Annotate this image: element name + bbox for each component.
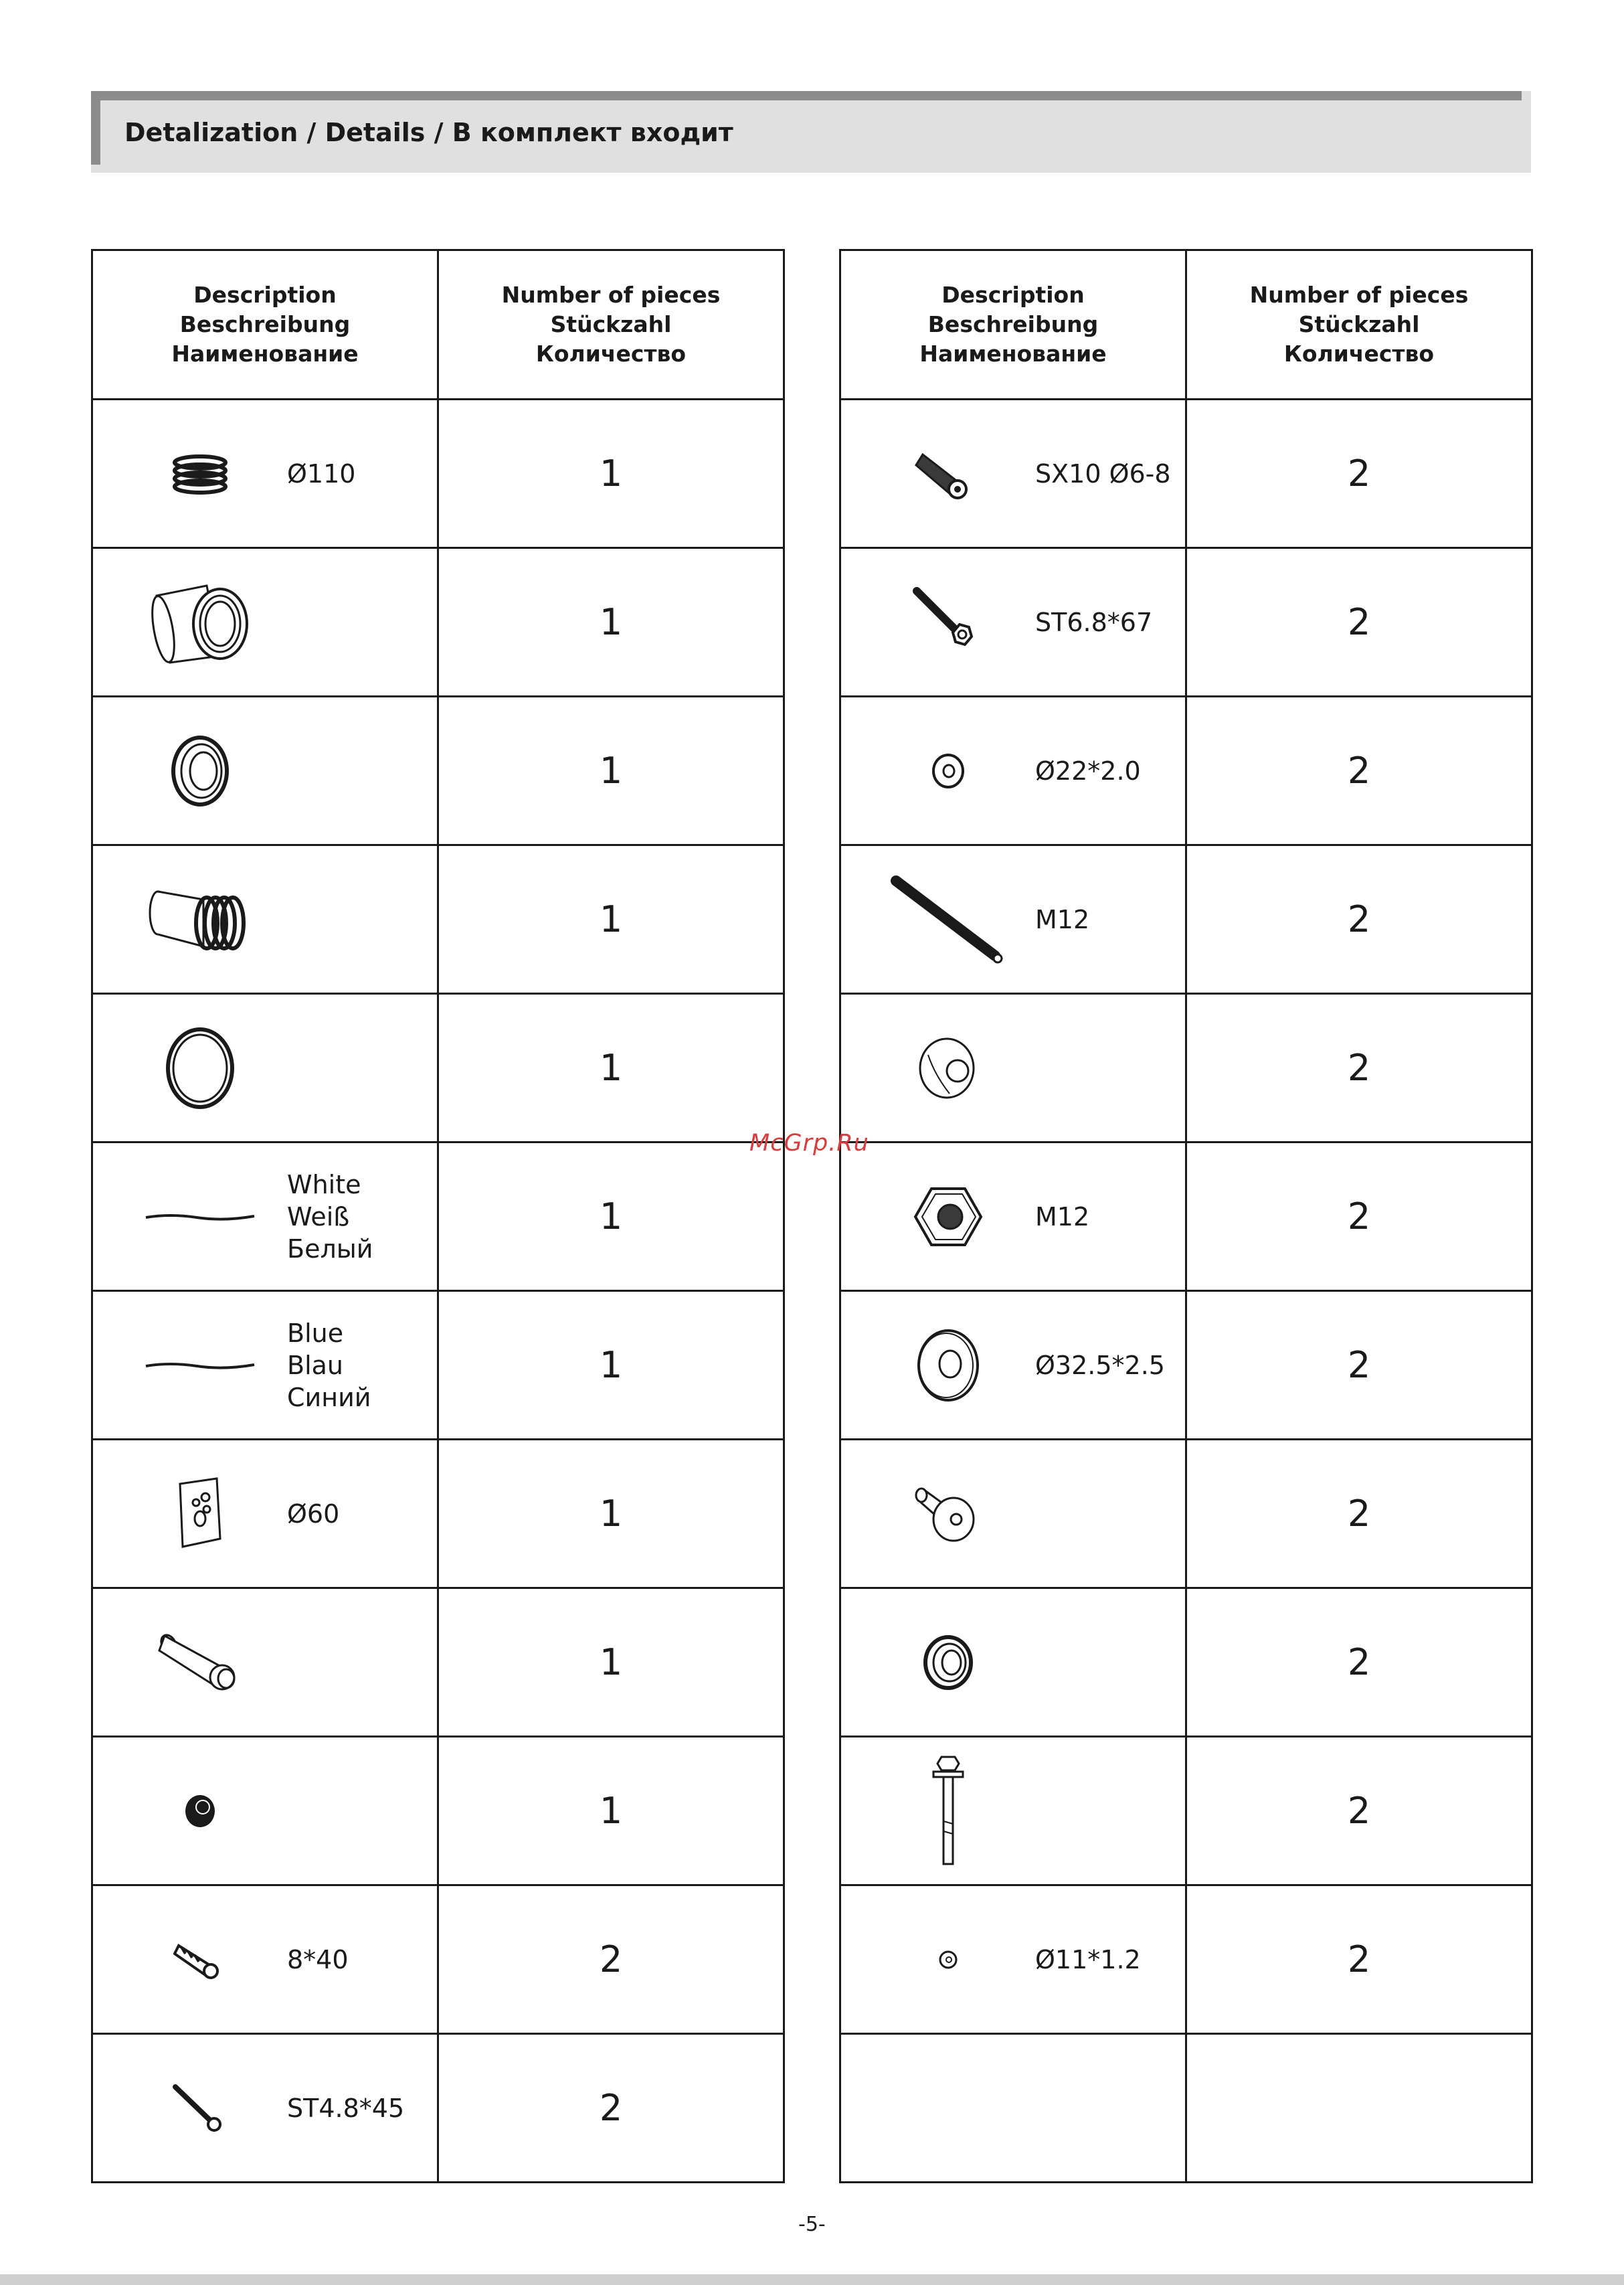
- table-row: [92, 697, 784, 845]
- table-row: [840, 1291, 1532, 1440]
- part-spec: Ø110: [287, 458, 356, 489]
- description-column-header: Description Beschreibung Наименование: [840, 250, 1186, 400]
- quantity-cell: 2: [1186, 1885, 1532, 2034]
- page-number: -5-: [798, 2213, 826, 2236]
- table-row: [92, 1885, 784, 2034]
- table-row: [840, 697, 1532, 845]
- quantity-cell: 2: [438, 1885, 784, 2034]
- quantity-cell: 1: [438, 400, 784, 548]
- parts-table-right: [839, 249, 1533, 2183]
- header-left-rule: [91, 91, 100, 165]
- description-cell: [840, 2034, 1186, 2183]
- threaded-rod-icon: [868, 846, 1028, 993]
- mounting-plate-icon: [120, 1440, 280, 1587]
- flush-pipe-sleeve-icon: [120, 549, 280, 695]
- description-cell: [92, 1588, 438, 1737]
- table-row: [840, 1737, 1532, 1885]
- rubber-washer-icon: [868, 1589, 1028, 1736]
- part-spec: ST4.8*45: [287, 2093, 405, 2123]
- quantity-cell: 2: [1186, 1440, 1532, 1588]
- description-cell: [840, 1737, 1186, 1885]
- quantity-cell: 1: [438, 1291, 784, 1440]
- quantity-cell: 1: [438, 548, 784, 697]
- page-title: Detalization / Details / В комплект входит: [124, 118, 733, 147]
- rubber-gasket-icon: [120, 697, 280, 844]
- description-cell: [840, 845, 1186, 994]
- table-row: [92, 1142, 784, 1291]
- tube-connector-icon: [120, 1589, 280, 1736]
- part-spec: 8*40: [287, 1944, 349, 1974]
- quantity-column-header: Number of pieces Stückzahl Количество: [1186, 250, 1532, 400]
- table-row: [840, 1885, 1532, 2034]
- part-spec: ST6.8*67: [1035, 607, 1153, 637]
- table-header-row: [92, 250, 784, 400]
- table-header-row: [840, 250, 1532, 400]
- description-cell: [92, 1885, 438, 2034]
- table-row: [840, 1142, 1532, 1291]
- quantity-cell: 1: [438, 1588, 784, 1737]
- description-cell: [92, 1142, 438, 1291]
- small-washer-icon: [868, 697, 1028, 844]
- part-spec: White Weiß Белый: [287, 1169, 373, 1264]
- description-cell: [840, 1291, 1186, 1440]
- table-row: [840, 994, 1532, 1142]
- quantity-cell: 2: [1186, 1291, 1532, 1440]
- table-row: [92, 1588, 784, 1737]
- watermark: McGrp.Ru: [749, 1130, 869, 1157]
- section-header-bar: [91, 91, 1531, 173]
- quantity-cell: 2: [1186, 548, 1532, 697]
- blue-cable-icon: [120, 1292, 280, 1438]
- table-row: [840, 548, 1532, 697]
- quantity-cell: 2: [1186, 845, 1532, 994]
- table-row: [840, 400, 1532, 548]
- description-cell: [840, 1440, 1186, 1588]
- table-row: [92, 845, 784, 994]
- table-row: [92, 400, 784, 548]
- quantity-cell: 2: [1186, 994, 1532, 1142]
- header-top-rule: [91, 91, 1522, 100]
- quantity-cell: 1: [438, 1142, 784, 1291]
- description-cell: [92, 697, 438, 845]
- quantity-cell: 2: [1186, 400, 1532, 548]
- o-ring-icon: [120, 995, 280, 1141]
- quantity-cell: 1: [438, 697, 784, 845]
- expansion-bolt-icon: [868, 1738, 1028, 1884]
- quantity-cell: 2: [1186, 697, 1532, 845]
- table-row: [840, 1588, 1532, 1737]
- description-cell: [92, 1440, 438, 1588]
- description-cell: [92, 994, 438, 1142]
- description-cell: [92, 845, 438, 994]
- description-cell: [840, 1142, 1186, 1291]
- quantity-cell: 2: [1186, 1588, 1532, 1737]
- part-spec: Ø32.5*2.5: [1035, 1350, 1165, 1380]
- table-row: [92, 994, 784, 1142]
- screw-icon: [120, 2035, 280, 2181]
- part-spec: Blue Blau Синий: [287, 1318, 371, 1412]
- description-column-header: Description Beschreibung Наименование: [92, 250, 438, 400]
- part-spec: Ø11*1.2: [1035, 1944, 1141, 1974]
- quantity-column-header: Number of pieces Stückzahl Количество: [438, 250, 784, 400]
- part-spec: Ø60: [287, 1499, 340, 1529]
- large-washer-icon: [868, 1292, 1028, 1438]
- description-cell: [840, 1588, 1186, 1737]
- part-spec: M12: [1035, 1201, 1090, 1232]
- quantity-cell: 1: [438, 1440, 784, 1588]
- quantity-cell: [1186, 2034, 1532, 2183]
- table-row: [840, 2034, 1532, 2183]
- part-spec: M12: [1035, 904, 1090, 934]
- quantity-cell: 1: [438, 845, 784, 994]
- table-row: [840, 845, 1532, 994]
- description-cell: [840, 994, 1186, 1142]
- description-cell: [92, 2034, 438, 2183]
- quantity-cell: 1: [438, 994, 784, 1142]
- bottom-strip: [0, 2274, 1624, 2285]
- table-row: [92, 2034, 784, 2183]
- quantity-cell: 2: [438, 2034, 784, 2183]
- description-cell: [92, 548, 438, 697]
- description-cell: [92, 1737, 438, 1885]
- table-row: [92, 1291, 784, 1440]
- anchor-dowel-icon: [868, 400, 1028, 547]
- seal-ring-stack-icon: [120, 400, 280, 547]
- part-spec: Ø22*2.0: [1035, 756, 1141, 786]
- parts-table-left: [91, 249, 785, 2183]
- cap-plug-icon: [120, 1738, 280, 1884]
- wall-plug-icon: [120, 1886, 280, 2033]
- tiny-washer-icon: [868, 1886, 1028, 2033]
- table-row: [92, 548, 784, 697]
- hex-nut-icon: [868, 1143, 1028, 1290]
- part-spec: SX10 Ø6-8: [1035, 458, 1171, 489]
- quantity-cell: 1: [438, 1737, 784, 1885]
- table-row: [840, 1440, 1532, 1588]
- quantity-cell: 2: [1186, 1737, 1532, 1885]
- description-cell: [840, 548, 1186, 697]
- description-cell: [92, 400, 438, 548]
- hex-bolt-icon: [868, 549, 1028, 695]
- white-cable-icon: [120, 1143, 280, 1290]
- description-cell: [840, 1885, 1186, 2034]
- table-row: [92, 1440, 784, 1588]
- description-cell: [840, 697, 1186, 845]
- description-cell: [840, 400, 1186, 548]
- drain-connector-icon: [120, 846, 280, 993]
- flange-sleeve-icon: [868, 1440, 1028, 1587]
- dome-cap-icon: [868, 995, 1028, 1141]
- quantity-cell: 2: [1186, 1142, 1532, 1291]
- table-row: [92, 1737, 784, 1885]
- description-cell: [92, 1291, 438, 1440]
